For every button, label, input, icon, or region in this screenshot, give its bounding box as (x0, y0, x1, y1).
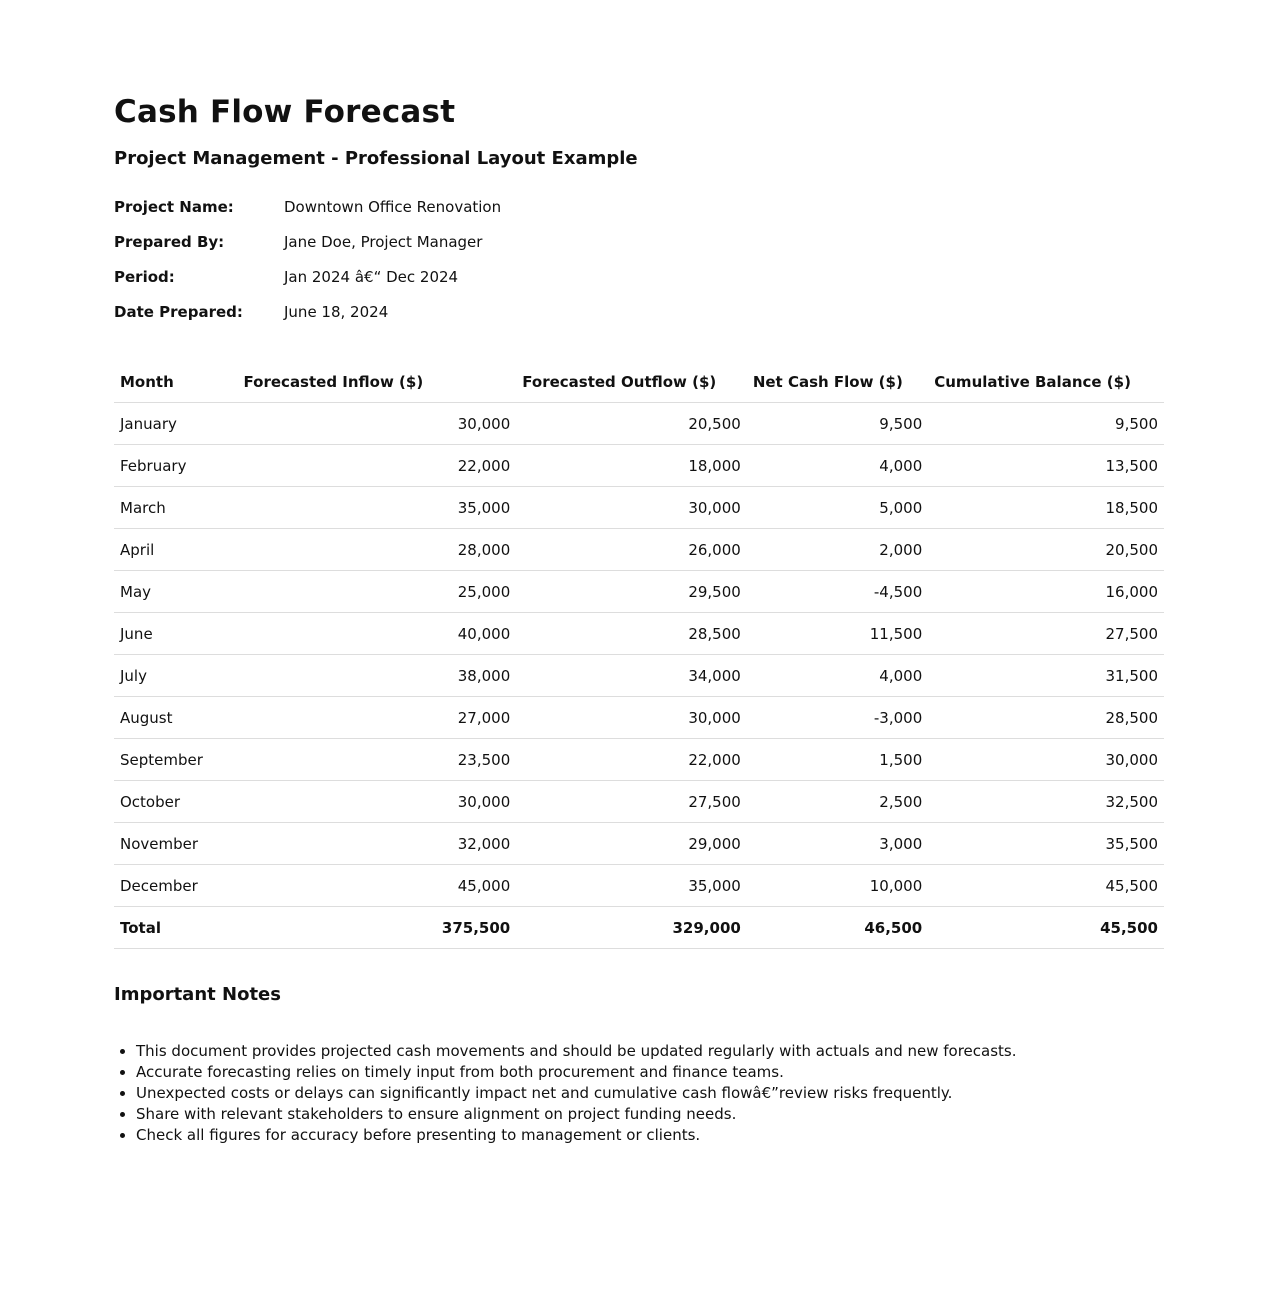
cash-flow-table (114, 362, 1164, 949)
outflow-cell: 29,500 (516, 571, 747, 613)
month-cell: November (114, 823, 238, 865)
table-row (114, 739, 1164, 781)
table-row (114, 655, 1164, 697)
net-cell: 3,000 (747, 823, 928, 865)
inflow-cell: 30,000 (238, 403, 517, 445)
notes-heading: Important Notes (114, 984, 281, 1005)
net-cell: 5,000 (747, 487, 928, 529)
net-cell: -4,500 (747, 571, 928, 613)
table-row (114, 865, 1164, 907)
net-cell: 4,000 (747, 655, 928, 697)
cumulative-cell: 45,500 (928, 865, 1164, 907)
header-month: Month (114, 362, 238, 403)
table-row (114, 571, 1164, 613)
prepared-by-row (114, 232, 714, 267)
inflow-cell: 23,500 (238, 739, 517, 781)
inflow-cell: 38,000 (238, 655, 517, 697)
table-row (114, 487, 1164, 529)
total-outflow: 329,000 (516, 907, 747, 949)
header-cumulative-balance: Cumulative Balance ($) (928, 362, 1164, 403)
total-row (114, 907, 1164, 949)
cumulative-cell: 28,500 (928, 697, 1164, 739)
cumulative-cell: 35,500 (928, 823, 1164, 865)
note-item: • This document provides projected cash movements and should be updated regularly with actuals and new forecasts. (136, 1041, 1136, 1062)
total-inflow: 375,500 (238, 907, 517, 949)
outflow-cell: 18,000 (516, 445, 747, 487)
month-cell: September (114, 739, 238, 781)
period-value: Jan 2024 â€“ Dec 2024 (284, 268, 459, 286)
project-name-label: Project Name: (114, 198, 234, 216)
month-cell: October (114, 781, 238, 823)
period-row (114, 267, 714, 302)
table-row (114, 613, 1164, 655)
period-label: Period: (114, 268, 175, 286)
table-row (114, 823, 1164, 865)
inflow-cell: 28,000 (238, 529, 517, 571)
inflow-cell: 30,000 (238, 781, 517, 823)
outflow-cell: 34,000 (516, 655, 747, 697)
header-net-cash-flow: Net Cash Flow ($) (747, 362, 928, 403)
header-forecasted-inflow: Forecasted Inflow ($) (238, 362, 517, 403)
table-row (114, 529, 1164, 571)
project-name-value: Downtown Office Renovation (284, 198, 502, 216)
net-cell: -3,000 (747, 697, 928, 739)
month-cell: July (114, 655, 238, 697)
outflow-cell: 30,000 (516, 487, 747, 529)
table-row (114, 445, 1164, 487)
month-cell: December (114, 865, 238, 907)
inflow-cell: 27,000 (238, 697, 517, 739)
cumulative-cell: 20,500 (928, 529, 1164, 571)
month-cell: April (114, 529, 238, 571)
net-cell: 9,500 (747, 403, 928, 445)
inflow-cell: 22,000 (238, 445, 517, 487)
project-info (114, 197, 714, 337)
table-header-row (114, 362, 1164, 403)
note-item: • Unexpected costs or delays can significantly impact net and cumulative cash flowâ€”review risks frequently. (136, 1083, 1136, 1104)
cumulative-cell: 31,500 (928, 655, 1164, 697)
note-item: • Check all figures for accuracy before presenting to management or clients. (136, 1125, 1136, 1146)
cumulative-cell: 9,500 (928, 403, 1164, 445)
cumulative-cell: 16,000 (928, 571, 1164, 613)
month-cell: August (114, 697, 238, 739)
month-cell: January (114, 403, 238, 445)
outflow-cell: 30,000 (516, 697, 747, 739)
outflow-cell: 29,000 (516, 823, 747, 865)
page-subtitle: Project Management - Professional Layout Example (114, 148, 638, 169)
page-title: Cash Flow Forecast (114, 94, 456, 130)
outflow-cell: 20,500 (516, 403, 747, 445)
total-label: Total (114, 907, 238, 949)
inflow-cell: 25,000 (238, 571, 517, 613)
cumulative-cell: 13,500 (928, 445, 1164, 487)
date-prepared-value: June 18, 2024 (284, 303, 389, 321)
inflow-cell: 32,000 (238, 823, 517, 865)
outflow-cell: 35,000 (516, 865, 747, 907)
net-cell: 10,000 (747, 865, 928, 907)
outflow-cell: 28,500 (516, 613, 747, 655)
table-row (114, 781, 1164, 823)
table-row (114, 697, 1164, 739)
prepared-by-value: Jane Doe, Project Manager (284, 233, 483, 251)
net-cell: 1,500 (747, 739, 928, 781)
month-cell: February (114, 445, 238, 487)
outflow-cell: 22,000 (516, 739, 747, 781)
month-cell: June (114, 613, 238, 655)
outflow-cell: 26,000 (516, 529, 747, 571)
total-cumulative: 45,500 (928, 907, 1164, 949)
month-cell: May (114, 571, 238, 613)
cumulative-cell: 30,000 (928, 739, 1164, 781)
prepared-by-label: Prepared By: (114, 233, 225, 251)
outflow-cell: 27,500 (516, 781, 747, 823)
inflow-cell: 35,000 (238, 487, 517, 529)
date-prepared-row (114, 302, 714, 337)
inflow-cell: 40,000 (238, 613, 517, 655)
date-prepared-label: Date Prepared: (114, 303, 243, 321)
net-cell: 11,500 (747, 613, 928, 655)
month-cell: March (114, 487, 238, 529)
net-cell: 4,000 (747, 445, 928, 487)
header-forecasted-outflow: Forecasted Outflow ($) (516, 362, 747, 403)
total-net: 46,500 (747, 907, 928, 949)
note-item: • Accurate forecasting relies on timely input from both procurement and finance teams. (136, 1062, 1136, 1083)
cumulative-cell: 27,500 (928, 613, 1164, 655)
notes-list (114, 1041, 1136, 1146)
net-cell: 2,500 (747, 781, 928, 823)
inflow-cell: 45,000 (238, 865, 517, 907)
table-row (114, 403, 1164, 445)
note-item: • Share with relevant stakeholders to ensure alignment on project funding needs. (136, 1104, 1136, 1125)
net-cell: 2,000 (747, 529, 928, 571)
project-name-row (114, 197, 714, 232)
cumulative-cell: 32,500 (928, 781, 1164, 823)
cumulative-cell: 18,500 (928, 487, 1164, 529)
